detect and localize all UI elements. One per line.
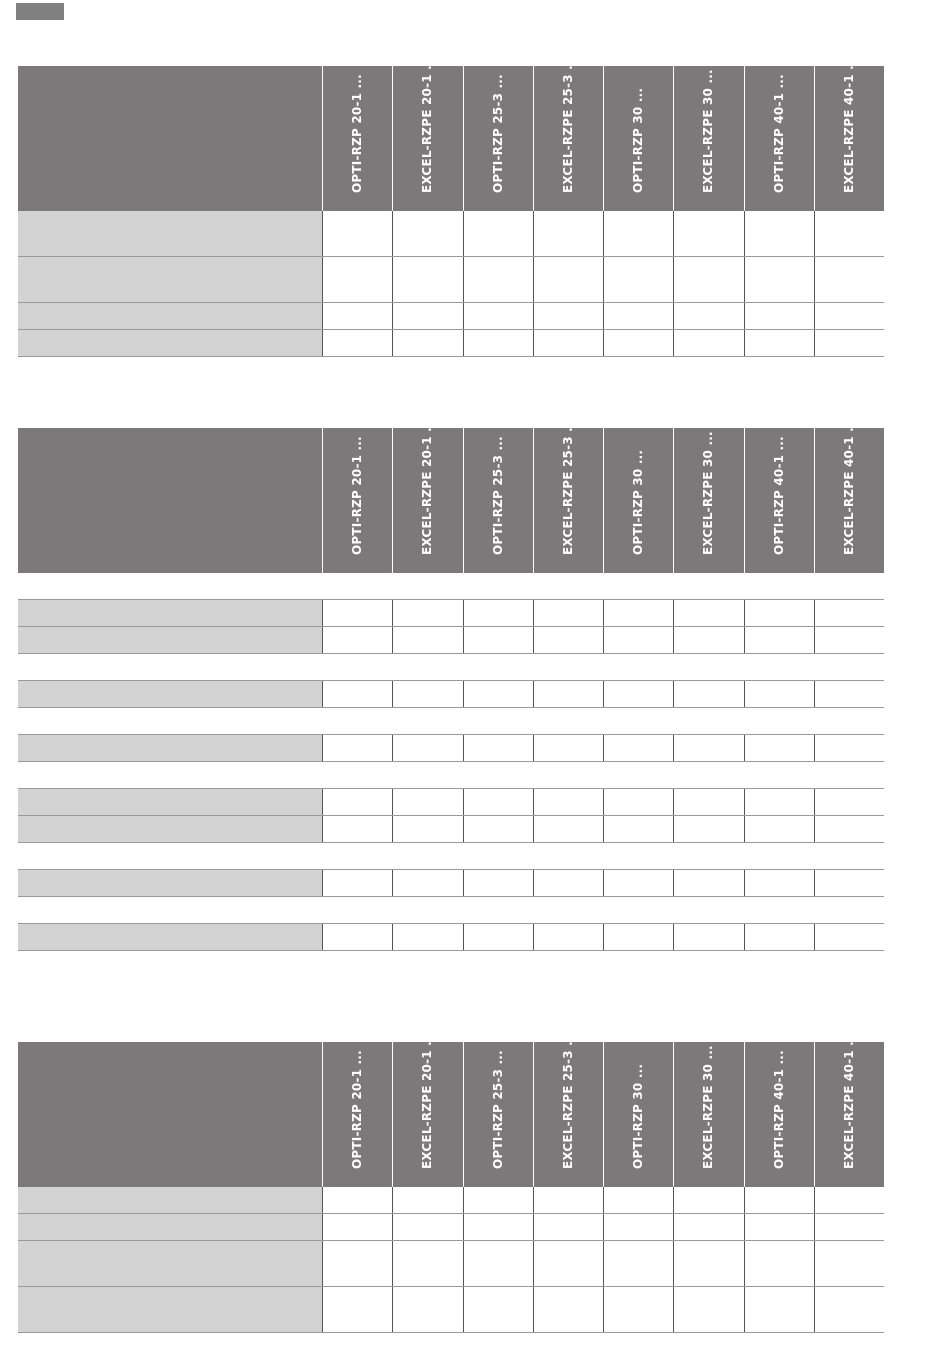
column-header	[463, 1042, 533, 1187]
column-header-label: EXCEL-RZPE 40-1 ...	[842, 417, 856, 555]
column-header-label: OPTI-RZP 25-3 ...	[491, 74, 505, 193]
column-header-label: EXCEL-RZPE 30 ...	[701, 1045, 715, 1169]
column-header	[744, 66, 814, 211]
value-cell	[322, 257, 392, 302]
value-cell	[814, 573, 884, 599]
column-header-label: EXCEL-RZPE 20-1 ...	[420, 1031, 434, 1169]
column-header-label: OPTI-RZP 20-1 ...	[350, 1050, 364, 1169]
value-cell	[322, 924, 392, 950]
table-row	[18, 1214, 884, 1241]
value-cell	[392, 924, 462, 950]
value-cell	[603, 330, 673, 356]
column-header-label: EXCEL-RZPE 20-1 ...	[420, 55, 434, 193]
row-label-cell	[18, 870, 322, 896]
column-header-label: EXCEL-RZPE 40-1 ...	[842, 55, 856, 193]
row-label-cell	[18, 1287, 322, 1332]
section-row	[18, 654, 884, 681]
value-cell	[603, 762, 673, 788]
column-header-label: OPTI-RZP 30 ...	[631, 449, 645, 555]
value-cell	[392, 1241, 462, 1286]
value-cell	[463, 1187, 533, 1213]
value-cell	[322, 843, 392, 869]
value-cell	[673, 1187, 743, 1213]
value-cell	[673, 211, 743, 256]
header-label-cell	[18, 1042, 322, 1187]
column-header-label: OPTI-RZP 20-1 ...	[350, 74, 364, 193]
value-cell	[603, 1187, 673, 1213]
column-header-label: OPTI-RZP 40-1 ...	[772, 436, 786, 555]
value-cell	[603, 870, 673, 896]
column-header-label: EXCEL-RZPE 20-1 ...	[420, 417, 434, 555]
value-cell	[392, 708, 462, 734]
value-cell	[392, 681, 462, 707]
value-cell	[814, 1287, 884, 1332]
column-header-label: EXCEL-RZPE 25-3 ...	[561, 55, 575, 193]
value-cell	[322, 762, 392, 788]
table-row	[18, 1241, 884, 1287]
value-cell	[744, 330, 814, 356]
value-cell	[744, 257, 814, 302]
value-cell	[322, 1187, 392, 1213]
row-label-cell	[18, 735, 322, 761]
value-cell	[392, 257, 462, 302]
value-cell	[533, 681, 603, 707]
value-cell	[603, 600, 673, 626]
column-header	[322, 428, 392, 573]
value-cell	[533, 762, 603, 788]
value-cell	[463, 843, 533, 869]
value-cell	[322, 870, 392, 896]
value-cell	[392, 1214, 462, 1240]
value-cell	[533, 816, 603, 842]
value-cell	[814, 897, 884, 923]
section-row	[18, 762, 884, 789]
row-label-cell	[18, 257, 322, 302]
section-row	[18, 573, 884, 600]
value-cell	[673, 789, 743, 815]
table-row	[18, 330, 884, 357]
table-row	[18, 303, 884, 330]
value-cell	[533, 897, 603, 923]
value-cell	[814, 789, 884, 815]
row-label-cell	[18, 708, 322, 734]
value-cell	[463, 897, 533, 923]
value-cell	[463, 708, 533, 734]
value-cell	[533, 1241, 603, 1286]
value-cell	[392, 870, 462, 896]
row-label-cell	[18, 924, 322, 950]
value-cell	[322, 330, 392, 356]
column-header	[814, 417, 884, 573]
column-header	[814, 55, 884, 211]
value-cell	[322, 681, 392, 707]
value-cell	[744, 924, 814, 950]
value-cell	[744, 762, 814, 788]
value-cell	[673, 681, 743, 707]
value-cell	[814, 627, 884, 653]
column-header-label: EXCEL-RZPE 30 ...	[701, 431, 715, 555]
value-cell	[533, 870, 603, 896]
value-cell	[744, 1187, 814, 1213]
table-header	[18, 417, 884, 573]
column-header	[533, 1031, 603, 1187]
value-cell	[744, 600, 814, 626]
column-header	[814, 1031, 884, 1187]
column-header	[322, 66, 392, 211]
table-row	[18, 681, 884, 708]
value-cell	[744, 211, 814, 256]
value-cell	[673, 843, 743, 869]
value-cell	[814, 211, 884, 256]
value-cell	[392, 627, 462, 653]
table-row	[18, 1187, 884, 1214]
value-cell	[744, 1287, 814, 1332]
column-header-label: OPTI-RZP 30 ...	[631, 1063, 645, 1169]
value-cell	[814, 600, 884, 626]
column-header	[744, 428, 814, 573]
row-label-cell	[18, 627, 322, 653]
value-cell	[322, 1287, 392, 1332]
value-cell	[744, 843, 814, 869]
value-cell	[463, 1241, 533, 1286]
row-label-cell	[18, 211, 322, 256]
value-cell	[322, 1214, 392, 1240]
value-cell	[744, 303, 814, 329]
column-header	[673, 1042, 743, 1187]
value-cell	[322, 897, 392, 923]
value-cell	[392, 211, 462, 256]
value-cell	[673, 257, 743, 302]
section-row	[18, 897, 884, 924]
value-cell	[603, 816, 673, 842]
page-tag	[16, 3, 64, 20]
value-cell	[392, 762, 462, 788]
value-cell	[533, 257, 603, 302]
value-cell	[814, 816, 884, 842]
column-header	[533, 55, 603, 211]
table-2	[18, 417, 884, 951]
row-label-cell	[18, 1187, 322, 1213]
section-row	[18, 843, 884, 870]
value-cell	[744, 573, 814, 599]
value-cell	[533, 1287, 603, 1332]
value-cell	[533, 654, 603, 680]
table-3	[18, 1031, 884, 1333]
table-row	[18, 1287, 884, 1333]
column-header-label: OPTI-RZP 25-3 ...	[491, 1050, 505, 1169]
value-cell	[673, 897, 743, 923]
value-cell	[744, 681, 814, 707]
value-cell	[744, 1241, 814, 1286]
value-cell	[533, 789, 603, 815]
value-cell	[392, 816, 462, 842]
value-cell	[322, 573, 392, 599]
value-cell	[603, 1241, 673, 1286]
value-cell	[603, 303, 673, 329]
value-cell	[814, 870, 884, 896]
value-cell	[463, 330, 533, 356]
value-cell	[322, 211, 392, 256]
value-cell	[533, 735, 603, 761]
value-cell	[533, 211, 603, 256]
value-cell	[392, 600, 462, 626]
value-cell	[463, 573, 533, 599]
value-cell	[392, 735, 462, 761]
value-cell	[603, 789, 673, 815]
value-cell	[533, 843, 603, 869]
table-header	[18, 1031, 884, 1187]
value-cell	[814, 654, 884, 680]
value-cell	[814, 762, 884, 788]
value-cell	[673, 600, 743, 626]
value-cell	[744, 897, 814, 923]
row-label-cell	[18, 789, 322, 815]
value-cell	[322, 708, 392, 734]
value-cell	[392, 573, 462, 599]
value-cell	[603, 708, 673, 734]
value-cell	[814, 1241, 884, 1286]
value-cell	[463, 789, 533, 815]
value-cell	[392, 330, 462, 356]
value-cell	[322, 1241, 392, 1286]
value-cell	[533, 627, 603, 653]
value-cell	[392, 843, 462, 869]
table-row	[18, 600, 884, 627]
value-cell	[533, 573, 603, 599]
value-cell	[533, 1187, 603, 1213]
value-cell	[463, 257, 533, 302]
column-header	[533, 417, 603, 573]
column-header-label: EXCEL-RZPE 25-3 ...	[561, 417, 575, 555]
value-cell	[392, 1187, 462, 1213]
column-header	[392, 417, 462, 573]
value-cell	[673, 330, 743, 356]
row-label-cell	[18, 654, 322, 680]
value-cell	[744, 708, 814, 734]
value-cell	[744, 654, 814, 680]
value-cell	[603, 735, 673, 761]
value-cell	[814, 735, 884, 761]
value-cell	[744, 789, 814, 815]
value-cell	[673, 735, 743, 761]
value-cell	[463, 762, 533, 788]
value-cell	[673, 762, 743, 788]
value-cell	[533, 708, 603, 734]
value-cell	[463, 924, 533, 950]
value-cell	[463, 1287, 533, 1332]
column-header	[603, 1042, 673, 1187]
row-label-cell	[18, 1214, 322, 1240]
column-header	[603, 428, 673, 573]
column-header	[603, 66, 673, 211]
value-cell	[673, 303, 743, 329]
value-cell	[463, 816, 533, 842]
value-cell	[673, 627, 743, 653]
table-row	[18, 211, 884, 257]
column-header	[673, 66, 743, 211]
value-cell	[463, 735, 533, 761]
value-cell	[533, 303, 603, 329]
value-cell	[814, 257, 884, 302]
column-header-label: OPTI-RZP 25-3 ...	[491, 436, 505, 555]
value-cell	[392, 1287, 462, 1332]
value-cell	[603, 573, 673, 599]
value-cell	[603, 681, 673, 707]
value-cell	[603, 654, 673, 680]
value-cell	[322, 789, 392, 815]
row-label-cell	[18, 1241, 322, 1286]
value-cell	[814, 708, 884, 734]
column-header-label: EXCEL-RZPE 40-1 ...	[842, 1031, 856, 1169]
value-cell	[603, 924, 673, 950]
value-cell	[322, 627, 392, 653]
value-cell	[744, 870, 814, 896]
row-label-cell	[18, 681, 322, 707]
row-label-cell	[18, 600, 322, 626]
value-cell	[673, 1214, 743, 1240]
value-cell	[322, 600, 392, 626]
row-label-cell	[18, 816, 322, 842]
column-header-label: EXCEL-RZPE 25-3 ...	[561, 1031, 575, 1169]
value-cell	[533, 924, 603, 950]
value-cell	[603, 211, 673, 256]
value-cell	[603, 627, 673, 653]
value-cell	[814, 1214, 884, 1240]
row-label-cell	[18, 843, 322, 869]
table-header	[18, 55, 884, 211]
column-header	[463, 66, 533, 211]
row-label-cell	[18, 573, 322, 599]
table-row	[18, 924, 884, 951]
value-cell	[603, 257, 673, 302]
value-cell	[744, 816, 814, 842]
value-cell	[603, 843, 673, 869]
value-cell	[322, 735, 392, 761]
column-header-label: OPTI-RZP 40-1 ...	[772, 74, 786, 193]
column-header	[673, 428, 743, 573]
value-cell	[673, 924, 743, 950]
value-cell	[392, 897, 462, 923]
column-header-label: OPTI-RZP 20-1 ...	[350, 436, 364, 555]
value-cell	[463, 211, 533, 256]
value-cell	[744, 735, 814, 761]
value-cell	[673, 816, 743, 842]
row-label-cell	[18, 303, 322, 329]
column-header	[392, 1031, 462, 1187]
value-cell	[673, 573, 743, 599]
column-header	[392, 55, 462, 211]
table-row	[18, 257, 884, 303]
table-row	[18, 735, 884, 762]
value-cell	[322, 654, 392, 680]
value-cell	[814, 303, 884, 329]
column-header	[322, 1042, 392, 1187]
header-label-cell	[18, 66, 322, 211]
value-cell	[463, 600, 533, 626]
value-cell	[533, 600, 603, 626]
value-cell	[814, 843, 884, 869]
section-row	[18, 708, 884, 735]
table-row	[18, 870, 884, 897]
value-cell	[814, 681, 884, 707]
table-row	[18, 789, 884, 816]
table-1	[18, 55, 884, 357]
value-cell	[603, 1287, 673, 1332]
value-cell	[392, 303, 462, 329]
value-cell	[744, 1214, 814, 1240]
value-cell	[392, 789, 462, 815]
value-cell	[673, 654, 743, 680]
row-label-cell	[18, 897, 322, 923]
value-cell	[463, 654, 533, 680]
value-cell	[603, 897, 673, 923]
value-cell	[322, 816, 392, 842]
value-cell	[463, 627, 533, 653]
value-cell	[322, 303, 392, 329]
header-label-cell	[18, 428, 322, 573]
column-header-label: EXCEL-RZPE 30 ...	[701, 69, 715, 193]
value-cell	[533, 1214, 603, 1240]
value-cell	[814, 1187, 884, 1213]
value-cell	[463, 1214, 533, 1240]
value-cell	[463, 870, 533, 896]
value-cell	[463, 681, 533, 707]
row-label-cell	[18, 762, 322, 788]
value-cell	[603, 1214, 673, 1240]
value-cell	[392, 654, 462, 680]
value-cell	[673, 870, 743, 896]
value-cell	[673, 1287, 743, 1332]
value-cell	[533, 330, 603, 356]
column-header	[744, 1042, 814, 1187]
table-row	[18, 816, 884, 843]
value-cell	[673, 1241, 743, 1286]
value-cell	[814, 924, 884, 950]
table-row	[18, 627, 884, 654]
value-cell	[463, 303, 533, 329]
column-header-label: OPTI-RZP 40-1 ...	[772, 1050, 786, 1169]
column-header	[463, 428, 533, 573]
column-header-label: OPTI-RZP 30 ...	[631, 87, 645, 193]
value-cell	[673, 708, 743, 734]
row-label-cell	[18, 330, 322, 356]
value-cell	[814, 330, 884, 356]
value-cell	[744, 627, 814, 653]
